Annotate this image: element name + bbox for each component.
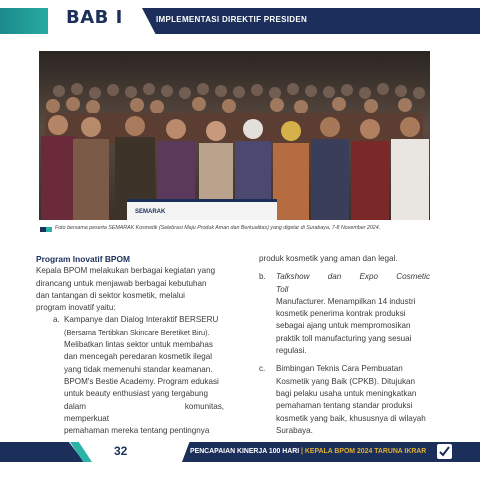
footer-text-accent: KEPALA BPOM 2024 TARUNA IKRAR bbox=[304, 448, 427, 455]
text-line: Melibatkan lintas sektor untuk membahas bbox=[64, 340, 213, 350]
photo-caption bbox=[40, 225, 440, 235]
text-line: Kosmetik yang Baik (CPKB). Ditujukan bbox=[276, 376, 415, 386]
text-line: dalam komunitas, memperkuat bbox=[64, 401, 224, 423]
text-line: dan mencegah peredaran kosmetik ilegal bbox=[64, 352, 213, 362]
list-marker: a. bbox=[53, 315, 60, 325]
footer-left-shape bbox=[0, 442, 84, 462]
text-line: bagi pelaku usaha untuk meningkatkan bbox=[276, 388, 417, 398]
text-line: dirancang untuk menjawab berbagai kebutuhan bbox=[36, 278, 207, 288]
page-footer bbox=[0, 442, 480, 462]
text-line: regulasi. bbox=[276, 346, 307, 356]
list-marker: c. bbox=[259, 364, 266, 374]
text-line: program inovatif yaitu: bbox=[36, 303, 116, 313]
chapter-title: IMPLEMENTASI DIREKTIF PRESIDEN bbox=[156, 15, 308, 24]
footer-text-separator: | bbox=[299, 448, 305, 455]
list-item-b bbox=[259, 271, 430, 357]
caption-marker bbox=[40, 227, 52, 232]
footer-text bbox=[190, 448, 426, 455]
chapter-label: BAB I bbox=[66, 7, 123, 28]
left-column bbox=[36, 253, 224, 437]
page-number: 32 bbox=[114, 444, 128, 458]
page-header bbox=[0, 0, 480, 40]
continuation-line: produk kosmetik yang aman dan legal. bbox=[259, 254, 398, 263]
caption-text: Foto bersama peserta SEMARAK Kosmetik (Selebrasi Maju Produk Aman dan Berkualitas) yang digelar di Surabaya, 7-8 November 2024. bbox=[55, 225, 381, 231]
text-line: pemahaman tentang standar produksi bbox=[276, 401, 413, 411]
list-item-c bbox=[259, 363, 430, 437]
text-line: Surabaya. bbox=[276, 425, 313, 435]
text-line: kosmetik penerima kontrak produksi bbox=[276, 309, 406, 319]
right-column bbox=[259, 253, 430, 437]
text-line: Manufacturer. Menampilkan 14 industri bbox=[276, 296, 416, 306]
text-line: (Bersama Tertibkan Skincare Beretiket Biru). bbox=[64, 327, 210, 337]
group-photo bbox=[39, 51, 430, 220]
bpom-logo-icon bbox=[437, 444, 452, 459]
text-line: Talkshow dan Expo Cosmetic Toll bbox=[276, 272, 430, 294]
text-line: pemahaman mereka tentang pentingnya bbox=[64, 426, 210, 436]
text-line: sebagai ajang untuk mempromosikan bbox=[276, 321, 411, 331]
text-line: kosmetik yang baik, khususnya di wilayah bbox=[276, 413, 426, 423]
footer-text-main: PENCAPAIAN KINERJA 100 HARI bbox=[190, 448, 300, 455]
text-line: praktik toll manufacturing yang sesuai bbox=[276, 333, 412, 343]
banner-text: SEMARAK bbox=[135, 209, 166, 215]
text-line: untuk beauty enthusiast yang tergabung bbox=[64, 389, 208, 399]
list-item-a bbox=[36, 314, 224, 437]
intro-paragraph bbox=[36, 265, 224, 314]
text-line: Bimbingan Teknis Cara Pembuatan bbox=[276, 364, 403, 374]
list-marker: b. bbox=[259, 272, 266, 282]
text-line: yang tidak memenuhi standar keamanan. bbox=[64, 364, 213, 374]
text-line: Kampanye dan Dialog Interaktif BERSERU bbox=[64, 315, 219, 325]
text-line: Kepala BPOM melakukan berbagai kegiatan yang bbox=[36, 266, 216, 276]
text-line: BPOM's Bestie Academy. Program edukasi bbox=[64, 376, 219, 386]
text-line: dan tantangan di sektor kosmetik, melalui bbox=[36, 290, 185, 300]
section-title: Program Inovatif BPOM bbox=[36, 254, 130, 264]
